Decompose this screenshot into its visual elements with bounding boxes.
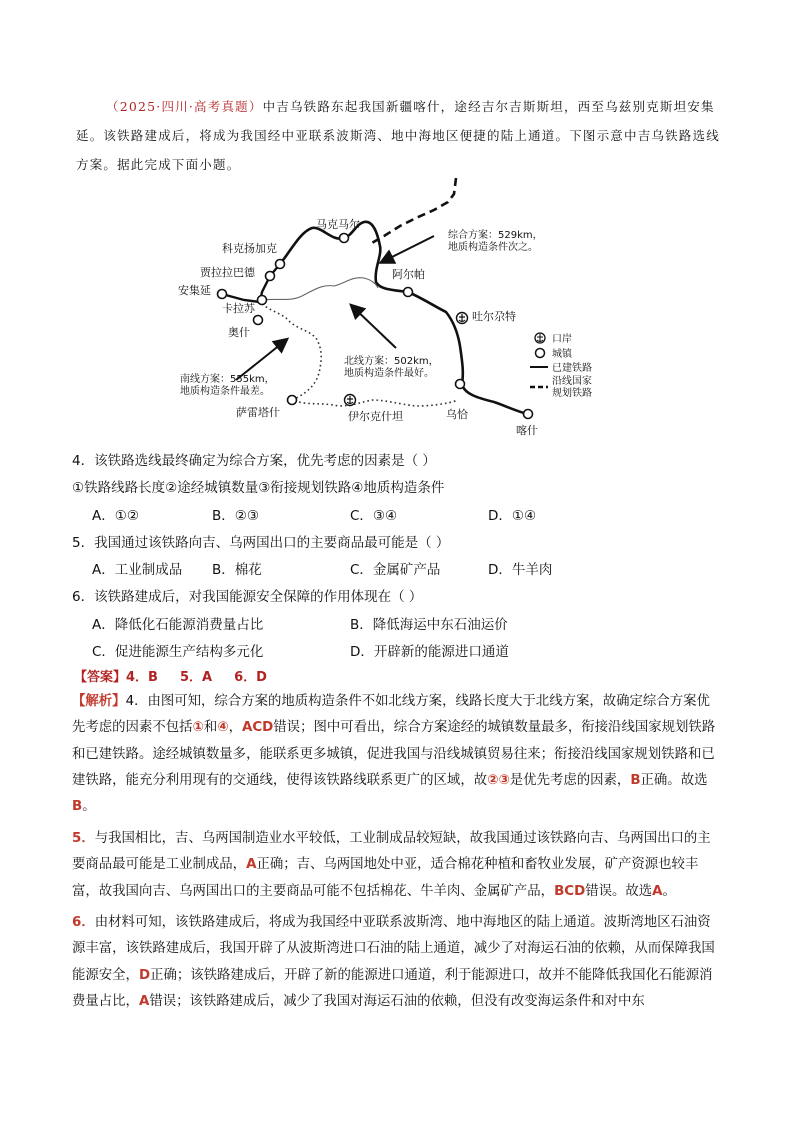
analysis-q4-segment: 正确。故选: [640, 772, 708, 788]
planned-railway-northeast: [370, 178, 456, 244]
analysis-q4: [72, 689, 722, 820]
analysis-q5: [72, 826, 722, 905]
note-south-line1: 南线方案：555km，: [180, 374, 275, 385]
north-route: [262, 278, 378, 300]
label-kalasu: 卡拉苏: [222, 302, 255, 315]
town-marker-jialalabade: [266, 272, 275, 281]
note-north-line2: 地质构造条件最好。: [344, 368, 434, 379]
note-combined-line2: 地质构造条件次之。: [448, 242, 538, 253]
south-route: [262, 304, 458, 406]
analysis-q5-segment: 5．: [72, 831, 95, 846]
analysis-q6-segment: D: [138, 967, 151, 983]
legend-planned-label-1: 沿线国家: [552, 376, 592, 387]
question-5-option-d[interactable]: D．牛羊肉: [488, 562, 553, 578]
analysis-q4-segment: ②: [487, 772, 499, 788]
map-legend: [530, 332, 592, 399]
analysis-q6-segment: A: [138, 993, 150, 1009]
label-jialalabade: 贾拉拉巴德: [200, 266, 255, 279]
port-icon-tuerduote: [457, 313, 468, 324]
analysis-q4-segment: B: [72, 799, 83, 815]
town-marker-kalasu: [258, 296, 267, 305]
town-marker-makemaer: [340, 234, 349, 243]
legend-town-icon: [536, 349, 545, 358]
label-kashi: 喀什: [516, 424, 538, 437]
question-4-option-a[interactable]: A．①②: [92, 508, 139, 524]
port-icon-yierkeshitan: [345, 395, 356, 406]
question-4-stem: 4．该铁路选线最终确定为综合方案，优先考虑的因素是（ ）: [72, 453, 436, 469]
analysis-q4-text: [72, 694, 715, 814]
town-marker-kashi: [524, 410, 533, 419]
note-north-line1: 北线方案：502km，: [344, 356, 439, 367]
analysis-q4-segment: B: [630, 772, 641, 788]
analysis-q4-segment: ④: [217, 720, 229, 736]
analysis-q6-segment: 正确；该铁路建成后，开辟了新的能源进口通道，利于能源进口，故并不能降低我国化石能源消费量占比，: [72, 967, 713, 1009]
analysis-q6-segment: 错误；该铁路建成后，减少了我国对海运石油的依赖，但没有改变海运条件和对中东: [149, 993, 645, 1009]
analysis-q6-segment: 6．: [72, 915, 95, 930]
question-5-stem: 5．我国通过该铁路向吉、乌两国出口的主要商品最可能是（ ）: [72, 535, 450, 551]
analysis-q4-segment: ACD: [241, 720, 274, 736]
analysis-q5-segment: A: [652, 883, 663, 899]
town-marker-kokeyangjiake: [276, 260, 285, 269]
legend-built-rail-label: 已建铁路: [552, 363, 592, 374]
question-4-option-b[interactable]: B．②③: [212, 508, 259, 524]
analysis-q4-segment: 4．由图可知，综合方案的地质构造条件不如北线方案，线路长度大于北线方案，故确定综合方案优先考虑的因素不包括: [72, 694, 710, 736]
analysis-q6-segment: 由材料可知，该铁路建成后，将成为我国经中亚联系波斯湾、地中海地区的陆上通道。波斯湾地区石油资源丰富，该铁路建成后，我国开辟了从波斯湾进口石油的陆上通道，减少了对海运石油的依赖，从而保障我国能源安全，: [72, 915, 715, 983]
legend-planned-label-2: 规划铁路: [552, 388, 592, 399]
analysis-label: 【解析】: [72, 694, 126, 709]
town-marker-aerpa: [404, 288, 413, 297]
town-marker-aoshi: [254, 316, 263, 325]
analysis-q4-segment: 。: [82, 799, 96, 815]
town-marker-wuqia: [456, 380, 465, 389]
note-combined-line1: 综合方案：529km，: [448, 230, 543, 241]
analysis-q4-segment: 是优先考虑的因素，: [509, 772, 631, 788]
town-marker-anjiyan: [218, 290, 227, 299]
intro-text: 中吉乌铁路东起我国新疆喀什，途经吉尔吉斯斯坦，西至乌兹别克斯坦安集延。该铁路建成后，将成为我国经中亚联系波斯湾、地中海地区便捷的陆上通道。下图示意中吉乌铁路选线方案。据此完成下面小题。: [76, 99, 720, 172]
answer-4: 4．B: [126, 670, 158, 685]
analysis-q4-segment: 错误；图中可看出，综合方案途经的城镇数量最多，衔接沿线国家规划铁路和已建铁路。途经城镇数量多，能联系更多城镇，促进我国与沿线城镇贸易往来；衔接沿线国家规划铁路和已建铁路，能充分利用现有的交通线，使得该铁路线联系更广的区域，故: [72, 720, 716, 788]
legend-port-icon: [535, 333, 545, 343]
question-5-option-c[interactable]: C．金属矿产品: [350, 562, 441, 578]
answer-label: 【答案】: [74, 670, 127, 685]
label-saleitashi: 萨雷塔什: [236, 406, 280, 419]
label-tuerduote: 吐尔尕特: [472, 310, 516, 323]
question-5-option-a[interactable]: A．工业制成品: [92, 562, 183, 578]
question-6-option-c[interactable]: C．促进能源生产结构多元化: [92, 644, 264, 660]
analysis-q5-segment: 与我国相比，吉、乌两国制造业水平较低，工业制成品较短缺，故我国通过该铁路向吉、乌两国出口的主要商品最可能是工业制成品，: [72, 831, 711, 873]
answer-5: 5．A: [179, 670, 213, 685]
label-makemaer: 马克马尔: [316, 218, 360, 231]
analysis-q5-segment: A: [246, 857, 257, 873]
arrow-combined: [382, 236, 434, 262]
legend-town-label: 城镇: [552, 349, 572, 360]
legend-port-label: 口岸: [552, 334, 572, 345]
label-anjiyan: 安集延: [178, 284, 211, 297]
question-4-option-c[interactable]: C．③④: [350, 508, 398, 524]
analysis-q5-segment: 正确；吉、乌两国地处中亚，适合棉花种植和畜牧业发展，矿产资源也较丰富，故我国向吉、乌两国出口的主要商品可能不包括棉花、牛羊肉、金属矿产品，: [72, 857, 699, 899]
label-yierkeshitan: 伊尔克什坦: [348, 410, 403, 423]
analysis-q4-segment: ③: [498, 772, 510, 788]
question-6-stem: 6．该铁路建成后，对我国能源安全保障的作用体现在（ ）: [72, 589, 423, 605]
analysis-q4-segment: ①: [192, 720, 204, 736]
note-south-line2: 地质构造条件最差。: [180, 386, 270, 397]
question-4-statements: ①铁路线路长度②途经城镇数量③衔接规划铁路④地质构造条件: [72, 480, 445, 496]
town-marker-saleitashi: [288, 396, 297, 405]
label-kokeyangjiake: 科克扬加克: [222, 242, 277, 255]
analysis-q5-segment: 错误。故选: [585, 883, 653, 899]
question-6-option-d[interactable]: D．开辟新的能源进口通道: [350, 644, 509, 660]
analysis-q5-segment: 。: [662, 883, 676, 899]
arrow-north: [352, 306, 396, 348]
analysis-q5-segment: BCD: [554, 883, 586, 899]
analysis-q4-segment: ，: [228, 720, 242, 736]
analysis-q6: [72, 910, 722, 1015]
railway-route-map: [172, 172, 592, 440]
question-6-option-b[interactable]: B．降低海运中东石油运价: [350, 617, 508, 633]
intro-paragraph: [76, 92, 726, 179]
answer-6: 6．D: [234, 670, 267, 685]
label-aerpa: 阿尔帕: [392, 268, 425, 281]
analysis-q4-segment: 和: [203, 720, 218, 736]
question-4-option-d[interactable]: D．①④: [488, 508, 537, 524]
question-source: （2025·四川·高考真题）: [106, 99, 263, 114]
label-wuqia: 乌恰: [446, 408, 468, 421]
label-aoshi: 奥什: [228, 326, 250, 339]
answer-line: [74, 666, 289, 685]
question-5-option-b[interactable]: B．棉花: [212, 562, 262, 578]
question-6-option-a[interactable]: A．降低化石能源消费量占比: [92, 617, 264, 633]
